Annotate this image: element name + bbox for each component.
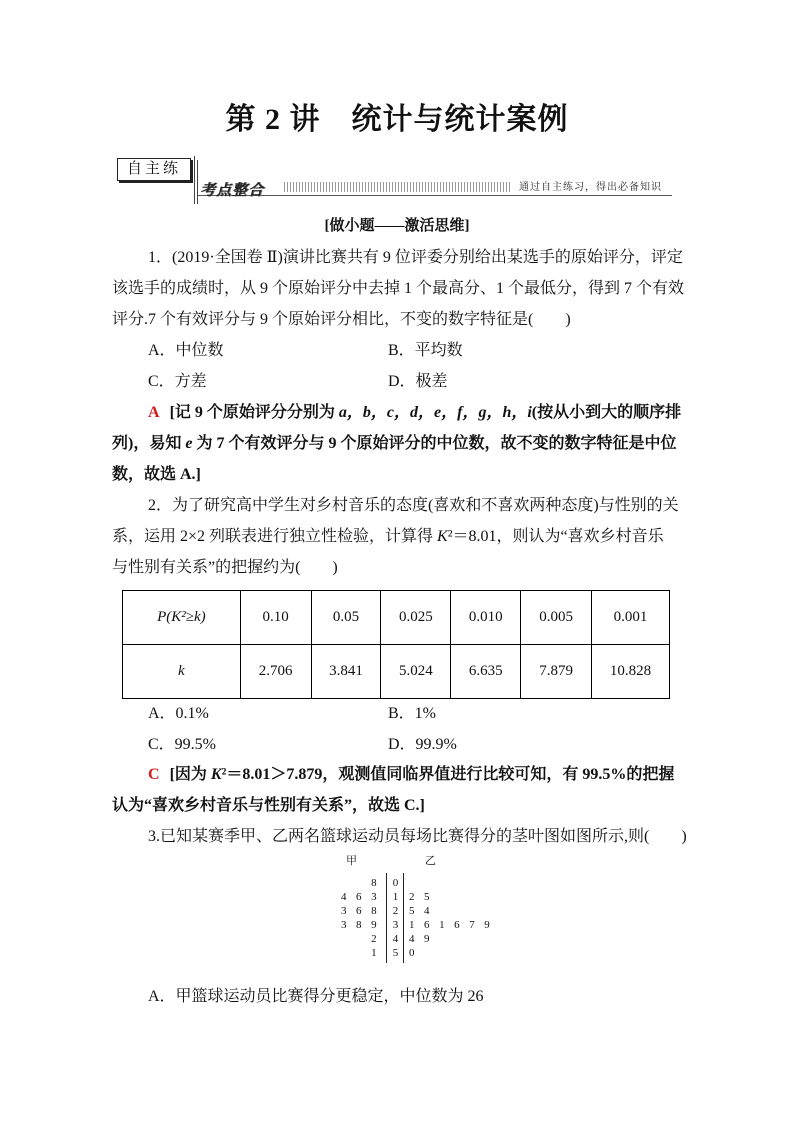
- q2-stem-text: 系，运用 2×2 列联表进行独立性检验，计算得: [112, 528, 438, 545]
- q1-option-c: C．方差: [148, 373, 207, 390]
- q2-option-a: A．0.1%: [148, 705, 209, 722]
- stem: 5: [392, 947, 399, 959]
- q3-option-a: A．甲篮球运动员比赛得分更稳定，中位数为 26: [148, 988, 484, 1005]
- table-cell: 0.05: [311, 591, 381, 645]
- q2-stem-variable: K: [437, 528, 448, 545]
- right-leaves: 4 9: [409, 933, 433, 945]
- section-heading: [做小题——激活思维]: [324, 218, 470, 234]
- practice-badge: 自主练: [117, 158, 191, 181]
- page-title: 第 2 讲 统计与统计案例: [225, 103, 569, 136]
- q2-option-c: C．99.5%: [148, 736, 217, 753]
- table-cell: 10.828: [592, 645, 670, 699]
- q2-solution-line: 认为“喜欢乡村音乐与性别有关系”，故选 C.]: [112, 797, 425, 814]
- left-leaves: 8: [371, 877, 380, 889]
- q2-stem-line: [112, 527, 664, 547]
- q2-stem-line: 与性别有关系”的把握约为( ): [112, 559, 338, 576]
- table-cell: 7.879: [521, 645, 592, 699]
- banner-divider: [197, 160, 198, 204]
- q1-solution-line: [148, 403, 681, 423]
- critical-value-table: [122, 590, 670, 699]
- q1-solution-line: 数，故选 A.]: [112, 466, 201, 483]
- table-cell: 3.841: [311, 645, 381, 699]
- q2-option-d: D．99.9%: [388, 736, 457, 753]
- banner-divider: [194, 156, 195, 204]
- right-leaves: 2 5: [409, 891, 433, 903]
- stem: 3: [392, 919, 399, 931]
- q1-solution-text: 为 7 个有效评分与 9 个原始评分的中位数，故不变的数字特征是中位: [192, 435, 677, 452]
- left-leaves: 1: [371, 947, 380, 959]
- q1-stem-line: 该选手的成绩时，从 9 个原始评分中去掉 1 个最高分、1 个最低分，得到 7 个有效: [112, 280, 685, 297]
- q2-solution-variable: K: [210, 766, 222, 783]
- left-leaves: 3 8 9: [341, 919, 380, 931]
- table-cell: 0.001: [592, 591, 670, 645]
- table-cell: 0.010: [451, 591, 521, 645]
- right-leaves: 0: [409, 947, 418, 959]
- banner-rule: [198, 195, 672, 196]
- table-cell: 5.024: [381, 645, 451, 699]
- q2-answer: C: [148, 766, 160, 783]
- table-cell: 6.635: [451, 645, 521, 699]
- stem-leaf-left-label: 甲: [346, 855, 357, 867]
- right-leaves: 5 4: [409, 905, 433, 917]
- table-cell: 0.005: [521, 591, 592, 645]
- table-cell: 0.025: [381, 591, 451, 645]
- left-leaves: 4 6 3: [341, 891, 380, 903]
- q1-solution-variables: a，b，c，d，e，f，g，h，i: [338, 404, 532, 421]
- q1-option-d: D．极差: [388, 373, 448, 390]
- stem: 1: [392, 891, 399, 903]
- left-leaves: 3 6 8: [341, 905, 380, 917]
- left-leaves: 2: [371, 933, 380, 945]
- q2-solution-line: [148, 765, 674, 785]
- q1-solution-line: [112, 434, 676, 454]
- q1-stem-line: 评分.7 个有效评分与 9 个原始评分相比，不变的数字特征是( ): [112, 311, 571, 328]
- q1-solution-text: [记 9 个原始评分分别为: [169, 404, 339, 421]
- q2-option-b: B．1%: [388, 705, 437, 722]
- q3-stem-line: 3.已知某赛季甲、乙两名篮球运动员每场比赛得分的茎叶图如图所示,则( ): [148, 828, 687, 845]
- table-cell: 2.706: [240, 645, 311, 699]
- q1-option-b: B．平均数: [388, 342, 463, 359]
- q2-solution-text: [因为: [169, 766, 211, 783]
- q1-solution-variable: e: [185, 435, 193, 452]
- table-cell: 0.10: [240, 591, 311, 645]
- banner-stripes: [284, 182, 510, 192]
- stem-leaf-right-label: 乙: [425, 855, 436, 867]
- q2-stem-line: 2．为了研究高中学生对乡村音乐的态度(喜欢和不喜欢两种态度)与性别的关: [148, 497, 679, 514]
- table-cell: k: [123, 645, 241, 699]
- stem: 4: [392, 933, 399, 945]
- table-cell: P(K²≥k): [123, 591, 241, 645]
- q1-solution-text: 列)，易知: [112, 435, 186, 452]
- stem-leaf-divider: [386, 873, 387, 963]
- stem: 0: [392, 877, 399, 889]
- q1-option-a: A．中位数: [148, 342, 224, 359]
- table-row: [123, 645, 670, 699]
- table-row: [123, 591, 670, 645]
- q1-solution-text: (按从小到大的顺序排: [531, 404, 682, 421]
- q2-stem-text: ²＝8.01，则认为“喜欢乡村音乐: [447, 528, 664, 545]
- key-points-badge: 考点整合: [200, 183, 265, 199]
- stem: 2: [392, 905, 399, 917]
- stem-leaf-divider: [403, 873, 404, 963]
- q1-answer: A: [148, 404, 160, 421]
- right-leaves: 1 6 1 6 7 9: [409, 919, 494, 931]
- q1-stem-line: 1．(2019·全国卷 Ⅱ)演讲比赛共有 9 位评委分别给出某选手的原始评分，评定: [148, 249, 683, 266]
- q2-solution-text: ²＝8.01＞7.879，观测值同临界值进行比较可知，有 99.5%的把握: [221, 766, 675, 783]
- banner-tagline: 通过自主练习，得出必备知识: [519, 182, 662, 193]
